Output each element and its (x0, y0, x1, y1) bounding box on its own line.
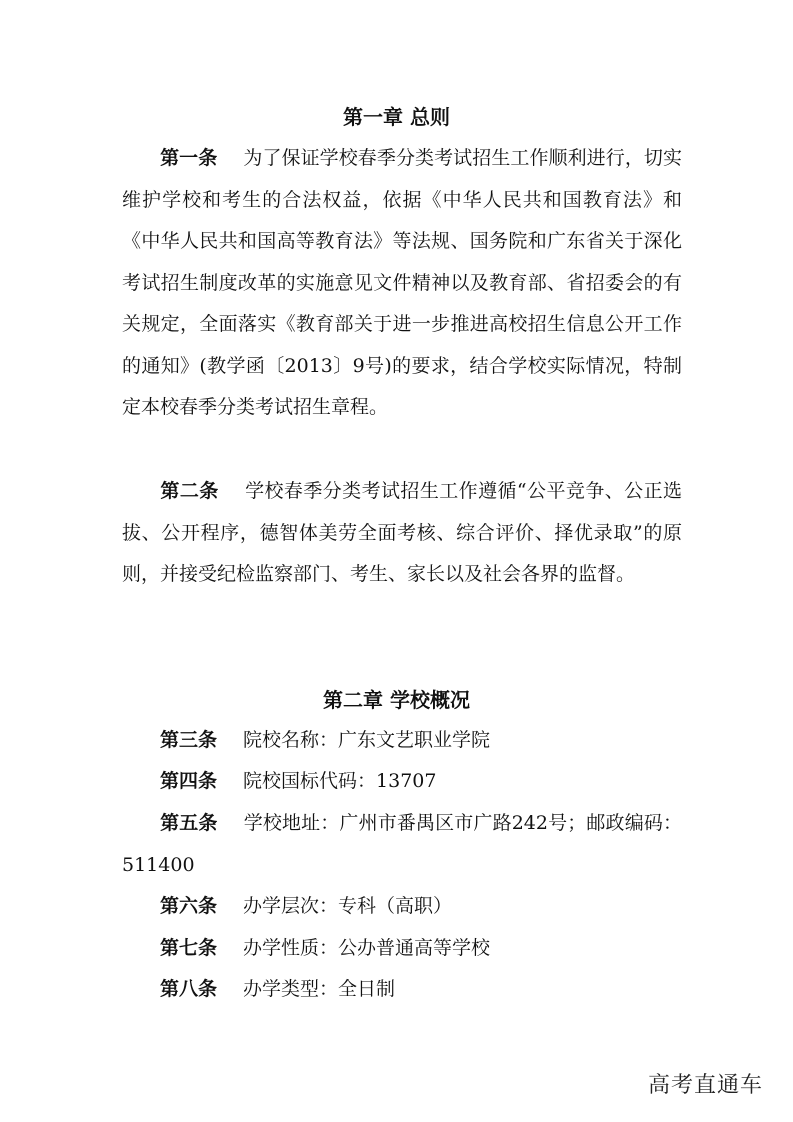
article-3 (122, 720, 682, 762)
chapter-2-title: 第二章 学校概况 (323, 688, 470, 712)
article-6-label: 第六条 (160, 895, 218, 917)
article-5 (122, 803, 682, 886)
article-2-label: 第二条 (160, 480, 219, 502)
article-7 (122, 928, 682, 970)
article-6 (122, 886, 682, 928)
article-6-text: 办学层次：专科（高职） (243, 895, 453, 917)
article-3-text: 院校名称：广东文艺职业学院 (243, 729, 491, 751)
article-1-label: 第一条 (160, 147, 218, 169)
article-5-text: 学校地址：广州市番禺区市广路242号；邮政编码：511400 (122, 812, 682, 876)
article-7-label: 第七条 (160, 937, 218, 959)
article-4-text: 院校国标代码：13707 (243, 770, 437, 792)
article-1 (122, 138, 682, 429)
watermark-text: 高考直通车 (647, 1073, 763, 1098)
article-2 (122, 471, 682, 596)
article-5-label: 第五条 (160, 812, 218, 834)
article-1-text: 为了保证学校春季分类考试招生工作顺利进行，切实维护学校和考生的合法权益，依据《中华人民共和国教育法》和《中华人民共和国高等教育法》等法规、国务院和广东省关于深化考试招生制度改革的实施意见文件精神以及教育部、省招委会的有关规定，全面落实《教育部关于进一步推进高校招生信息公开工作的通知》(教学函〔2013〕9号)的要求，结合学校实际情况，特制定本校春季分类考试招生章程。 (122, 147, 682, 418)
article-8-text: 办学类型：全日制 (243, 978, 396, 1000)
article-8 (122, 969, 682, 1011)
chapter-1-title: 第一章 总则 (343, 105, 450, 129)
article-4 (122, 761, 682, 803)
article-7-text: 办学性质：公办普通高等学校 (243, 937, 491, 959)
article-2-text: 学校春季分类考试招生工作遵循“公平竞争、公正选拔、公开程序，德智体美劳全面考核、综合评价、择优录取”的原则，并接受纪检监察部门、考生、家长以及社会各界的监督。 (122, 480, 682, 585)
article-3-label: 第三条 (160, 729, 218, 751)
article-8-label: 第八条 (160, 978, 218, 1000)
article-4-label: 第四条 (160, 770, 218, 792)
